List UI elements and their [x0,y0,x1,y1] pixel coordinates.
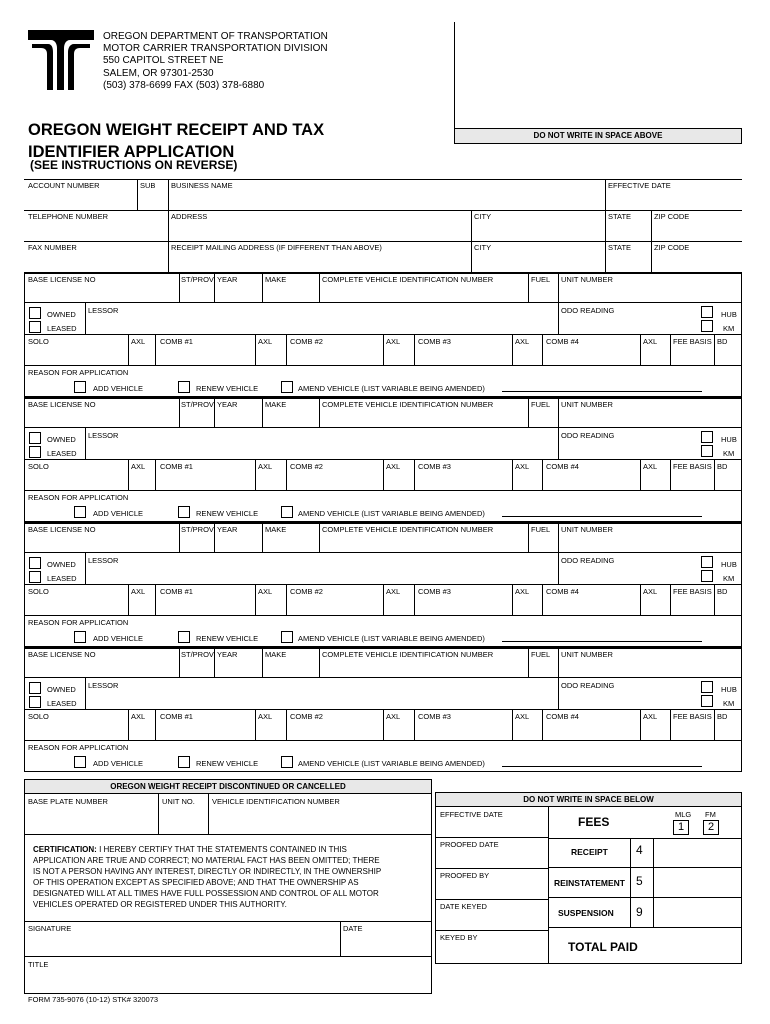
km-checkbox[interactable] [701,695,713,707]
address-field[interactable]: ADDRESS [171,212,208,221]
unit-number-field[interactable]: UNIT NUMBER [561,275,613,284]
km-label: KM [723,699,735,708]
mailing-city-field[interactable]: CITY [474,243,492,252]
certification-line: VEHICLES OPERATED OR REGISTERED UNDER THIS AUTHORITY. [33,900,287,909]
col-line [512,334,513,365]
comb3-field[interactable]: COMB #3 [418,712,451,721]
col-line [383,334,384,365]
axl-field[interactable]: AXL [515,712,530,721]
col-line [542,709,543,740]
col-line [179,522,180,552]
col-line [262,272,263,302]
amend-vehicle-checkbox[interactable] [281,631,293,643]
owned-checkbox[interactable] [29,682,41,694]
km-label: KM [723,449,735,458]
km-checkbox[interactable] [701,445,713,457]
col-line [558,647,559,677]
st-prov-field[interactable]: ST/PROV [181,525,214,534]
reason-label: REASON FOR APPLICATION [28,493,129,502]
amend-vehicle-label: AMEND VEHICLE (LIST VARIABLE BEING AMENDED) [298,759,485,768]
reason-label: REASON FOR APPLICATION [28,368,129,377]
col-line [85,677,86,709]
telephone-field[interactable]: TELEPHONE NUMBER [28,212,109,221]
signature-field[interactable]: SIGNATURE [28,924,72,933]
col-line [128,709,129,740]
col-line [214,647,215,677]
account-number-field[interactable]: ACCOUNT NUMBER [28,181,100,190]
col-line [542,584,543,615]
axl-field[interactable]: AXL [515,587,530,596]
axl-field[interactable]: AXL [643,587,658,596]
col-line [640,709,641,740]
col-line [640,584,641,615]
fax-field[interactable]: FAX NUMBER [28,243,77,252]
bd-field[interactable]: BD [717,462,728,471]
amend-vehicle-checkbox[interactable] [281,506,293,518]
col-line [558,677,559,709]
fuel-field[interactable]: FUEL [531,525,551,534]
col-line [670,709,671,740]
comb4-field[interactable]: COMB #4 [546,587,579,596]
leased-label: LEASED [47,449,77,458]
make-field[interactable]: MAKE [265,275,287,284]
leased-checkbox[interactable] [29,446,41,458]
col-line [640,334,641,365]
certification-line: IS NOT A PERSON HAVING ANY INTEREST, DIRECTLY OR INDIRECTLY, IN THE OWNERSHIP [33,867,382,876]
reason-label: REASON FOR APPLICATION [28,743,129,752]
sub-field[interactable]: SUB [140,181,156,190]
unit-number-field[interactable]: UNIT NUMBER [561,525,613,534]
base-license-field[interactable]: BASE LICENSE NO [28,525,96,534]
col-line [714,709,715,740]
hub-label: HUB [721,560,737,569]
top-office-divider [454,22,455,128]
amend-vehicle-label: AMEND VEHICLE (LIST VARIABLE BEING AMENDED) [298,509,485,518]
st-prov-field[interactable]: ST/PROV [181,650,214,659]
col-line [558,522,559,552]
vin-field[interactable]: COMPLETE VEHICLE IDENTIFICATION NUMBER [322,525,494,534]
comb2-field[interactable]: COMB #2 [290,462,323,471]
comb1-field[interactable]: COMB #1 [160,462,193,471]
col-line [319,522,320,552]
col-line [255,584,256,615]
col-line [179,397,180,427]
odo-reading-field[interactable]: ODO READING [561,431,615,440]
year-field[interactable]: YEAR [217,525,238,534]
form-title [28,119,324,163]
col-line [286,709,287,740]
col-line [85,552,86,584]
row-line [24,490,742,491]
col-line [286,459,287,490]
effective-date-field[interactable]: EFFECTIVE DATE [608,181,671,190]
lessor-field[interactable]: LESSOR [88,306,119,315]
make-field[interactable]: MAKE [265,400,287,409]
comb1-field[interactable]: COMB #1 [160,587,193,596]
st-prov-field[interactable]: ST/PROV [181,400,214,409]
amend-vehicle-checkbox[interactable] [281,756,293,768]
col-line [512,584,513,615]
st-prov-field[interactable]: ST/PROV [181,275,214,284]
receipt-code: 4 [636,843,643,857]
add-vehicle-label: ADD VEHICLE [93,634,144,643]
discontinued-heading: OREGON WEIGHT RECEIPT DISCONTINUED OR CANCELLED [110,782,346,791]
col-line [155,584,156,615]
mailing-zip-field[interactable]: ZIP CODE [654,243,690,252]
bd-field[interactable]: BD [717,337,728,346]
business-name-field[interactable]: BUSINESS NAME [171,181,233,190]
col-line [383,459,384,490]
amend-vehicle-label: AMEND VEHICLE (LIST VARIABLE BEING AMENDED) [298,634,485,643]
col-line [262,522,263,552]
owned-checkbox[interactable] [29,307,41,319]
col-line [558,427,559,459]
lessor-field[interactable]: LESSOR [88,681,119,690]
col-line [528,397,529,427]
leased-checkbox[interactable] [29,696,41,708]
reinstatement-code: 5 [636,874,643,888]
odot-logo-icon [26,28,96,92]
renew-vehicle-label: RENEW VEHICLE [196,634,259,643]
axl-field[interactable]: AXL [258,587,273,596]
fee-basis-field[interactable]: FEE BASIS [673,462,712,471]
comb4-field[interactable]: COMB #4 [546,337,579,346]
fee-basis-field[interactable]: FEE BASIS [673,337,712,346]
title-line-1: OREGON WEIGHT RECEIPT AND TAX [28,121,325,139]
fuel-field[interactable]: FUEL [531,400,551,409]
discontinued-vin-field[interactable]: VEHICLE IDENTIFICATION NUMBER [212,797,340,806]
col-line [155,334,156,365]
row-line [24,302,742,303]
office-effective-date: EFFECTIVE DATE [440,810,503,819]
col-line [558,302,559,334]
add-vehicle-checkbox[interactable] [74,506,86,518]
hub-label: HUB [721,310,737,319]
row-line [24,552,742,553]
comb4-field[interactable]: COMB #4 [546,712,579,721]
certification-text [33,844,381,910]
date-field[interactable]: DATE [343,924,363,933]
mailing-state-field[interactable]: STATE [608,243,632,252]
owned-label: OWNED [47,685,76,694]
fuel-field[interactable]: FUEL [531,275,551,284]
amend-vehicle-checkbox[interactable] [281,381,293,393]
office-use-top-label: DO NOT WRITE IN SPACE ABOVE [533,131,663,140]
axl-field[interactable]: AXL [131,712,146,721]
vin-field[interactable]: COMPLETE VEHICLE IDENTIFICATION NUMBER [322,650,494,659]
comb3-field[interactable]: COMB #3 [418,462,451,471]
col-line [255,334,256,365]
axl-field[interactable]: AXL [258,337,273,346]
add-vehicle-label: ADD VEHICLE [93,509,144,518]
axl-field[interactable]: AXL [643,462,658,471]
col-line [670,459,671,490]
form-subtitle: (SEE INSTRUCTIONS ON REVERSE) [30,158,238,172]
add-vehicle-label: ADD VEHICLE [93,759,144,768]
axl-field[interactable]: AXL [386,587,401,596]
col-line [286,584,287,615]
city-field[interactable]: CITY [474,212,492,221]
axl-field[interactable]: AXL [131,462,146,471]
year-field[interactable]: YEAR [217,650,238,659]
odot-logo [26,28,96,92]
renew-vehicle-checkbox[interactable] [178,506,190,518]
hub-label: HUB [721,435,737,444]
col-line [528,647,529,677]
col-line [714,334,715,365]
total-paid-label: TOTAL PAID [568,940,638,954]
row-line [24,615,742,616]
col-line [214,272,215,302]
axl-field[interactable]: AXL [386,712,401,721]
odo-reading-field[interactable]: ODO READING [561,556,615,565]
fees-label: FEES [578,815,610,829]
amend-variable-line[interactable] [502,766,702,767]
col-line [383,584,384,615]
axl-field[interactable]: AXL [386,337,401,346]
km-checkbox[interactable] [701,320,713,332]
year-field[interactable]: YEAR [217,275,238,284]
renew-vehicle-label: RENEW VEHICLE [196,759,259,768]
mailing-address-field[interactable]: RECEIPT MAILING ADDRESS (IF DIFFERENT THAN ABOVE) [171,243,382,252]
km-label: KM [723,324,735,333]
col-line [179,272,180,302]
col-line [542,334,543,365]
col-line [542,459,543,490]
axl-field[interactable]: AXL [258,462,273,471]
unit-number-field[interactable]: UNIT NUMBER [561,400,613,409]
col-line [512,709,513,740]
title-line-2: IDENTIFIER APPLICATION [28,143,235,161]
col-line [414,459,415,490]
col-line [319,272,320,302]
row-line [24,365,742,366]
renew-vehicle-checkbox[interactable] [178,381,190,393]
base-plate-field[interactable]: BASE PLATE NUMBER [28,797,108,806]
col-line [558,552,559,584]
comb3-field[interactable]: COMB #3 [418,337,451,346]
agency-address [103,31,328,92]
add-vehicle-label: ADD VEHICLE [93,384,144,393]
year-field[interactable]: YEAR [217,400,238,409]
renew-vehicle-checkbox[interactable] [178,631,190,643]
col-line [558,397,559,427]
comb1-field[interactable]: COMB #1 [160,712,193,721]
reinstatement-label: REINSTATEMENT [554,878,625,888]
comb2-field[interactable]: COMB #2 [290,587,323,596]
leased-checkbox[interactable] [29,321,41,333]
col-line [383,709,384,740]
col-line [214,522,215,552]
suspension-label: SUSPENSION [558,908,614,918]
owned-label: OWNED [47,435,76,444]
certification-line: APPLICATION ARE TRUE AND CORRECT; NO MATERIAL FACT HAS BEEN OMITTED; THERE [33,856,380,865]
certification-line: OF THIS OPERATION EXCEPT AS SPECIFIED ABOVE; AND THAT THE OWNERSHIP AS [33,878,359,887]
col-line [262,397,263,427]
certification-line: DESIGNATED WILL AT ALL TIMES HAVE FULL POSSESSION AND CONTROL OF ALL MOTOR [33,889,379,898]
make-field[interactable]: MAKE [265,525,287,534]
km-label: KM [723,574,735,583]
comb3-field[interactable]: COMB #3 [418,587,451,596]
col-line [319,397,320,427]
odo-reading-field[interactable]: ODO READING [561,306,615,315]
solo-field[interactable]: SOLO [28,712,49,721]
row-line [24,427,742,428]
office-proofed-by: PROOFED BY [440,871,490,880]
axl-field[interactable]: AXL [643,712,658,721]
hub-label: HUB [721,685,737,694]
bd-field[interactable]: BD [717,587,728,596]
col-line [528,272,529,302]
unit-no-field[interactable]: UNIT NO. [162,797,195,806]
amend-vehicle-label: AMEND VEHICLE (LIST VARIABLE BEING AMENDED) [298,384,485,393]
fuel-field[interactable]: FUEL [531,650,551,659]
col-line [414,709,415,740]
amend-variable-line[interactable] [502,641,702,642]
state-field[interactable]: STATE [608,212,632,221]
col-line [714,584,715,615]
add-vehicle-checkbox[interactable] [74,631,86,643]
receipt-label: RECEIPT [571,847,608,857]
solo-field[interactable]: SOLO [28,462,49,471]
axl-field[interactable]: AXL [515,462,530,471]
agency-line: SALEM, OR 97301-2530 [103,67,214,79]
office-use-heading: DO NOT WRITE IN SPACE BELOW [523,795,654,804]
row-line [24,677,742,678]
col-line [155,459,156,490]
solo-field[interactable]: SOLO [28,337,49,346]
agency-line: OREGON DEPARTMENT OF TRANSPORTATION [103,31,328,42]
leased-label: LEASED [47,574,77,583]
office-date-keyed: DATE KEYED [440,902,487,911]
fee-basis-field[interactable]: FEE BASIS [673,712,712,721]
owned-label: OWNED [47,310,76,319]
agency-line: MOTOR CARRIER TRANSPORTATION DIVISION [103,43,328,55]
fee-basis-field[interactable]: FEE BASIS [673,587,712,596]
solo-field[interactable]: SOLO [28,587,49,596]
col-line [85,427,86,459]
office-proofed-date: PROOFED DATE [440,840,499,849]
col-line [670,584,671,615]
leased-checkbox[interactable] [29,571,41,583]
axl-field[interactable]: AXL [258,712,273,721]
col-line [85,302,86,334]
comb4-field[interactable]: COMB #4 [546,462,579,471]
hub-checkbox[interactable] [701,306,713,318]
col-line [214,397,215,427]
col-line [128,584,129,615]
agency-line: (503) 378-6699 FAX (503) 378-6880 [103,79,265,91]
col-line [512,459,513,490]
renew-vehicle-label: RENEW VEHICLE [196,509,259,518]
agency-line: 550 CAPITOL STREET NE [103,55,224,67]
mlg-code-box: 1 [673,820,689,835]
fm-code-box: 2 [703,820,719,835]
comb1-field[interactable]: COMB #1 [160,337,193,346]
base-license-field[interactable]: BASE LICENSE NO [28,400,96,409]
base-license-field[interactable]: BASE LICENSE NO [28,650,96,659]
make-field[interactable]: MAKE [265,650,287,659]
unit-number-field[interactable]: UNIT NUMBER [561,650,613,659]
row-line [24,740,742,741]
col-line [414,584,415,615]
col-line [319,647,320,677]
mlg-label: MLG [675,810,692,819]
axl-field[interactable]: AXL [131,337,146,346]
col-line [414,334,415,365]
lessor-field[interactable]: LESSOR [88,431,119,440]
hub-checkbox[interactable] [701,681,713,693]
renew-vehicle-label: RENEW VEHICLE [196,384,259,393]
fm-label: FM [705,810,716,819]
amend-variable-line[interactable] [502,516,702,517]
col-line [558,272,559,302]
comb2-field[interactable]: COMB #2 [290,337,323,346]
col-line [255,709,256,740]
axl-field[interactable]: AXL [386,462,401,471]
axl-field[interactable]: AXL [515,337,530,346]
add-vehicle-checkbox[interactable] [74,756,86,768]
vin-field[interactable]: COMPLETE VEHICLE IDENTIFICATION NUMBER [322,275,494,284]
col-line [528,522,529,552]
leased-label: LEASED [47,699,77,708]
hub-checkbox[interactable] [701,431,713,443]
owned-label: OWNED [47,560,76,569]
bd-field[interactable]: BD [717,712,728,721]
leased-label: LEASED [47,324,77,333]
col-line [155,709,156,740]
col-line [262,647,263,677]
add-vehicle-checkbox[interactable] [74,381,86,393]
col-line [179,647,180,677]
lessor-field[interactable]: LESSOR [88,556,119,565]
office-keyed-by: KEYED BY [440,933,478,942]
col-line [128,459,129,490]
amend-variable-line[interactable] [502,391,702,392]
certification-line: CERTIFICATION: I HEREBY CERTIFY THAT THE STATEMENTS CONTAINED IN THIS [33,845,347,854]
renew-vehicle-checkbox[interactable] [178,756,190,768]
title-field[interactable]: TITLE [28,960,49,969]
hub-checkbox[interactable] [701,556,713,568]
axl-field[interactable]: AXL [643,337,658,346]
vin-field[interactable]: COMPLETE VEHICLE IDENTIFICATION NUMBER [322,400,494,409]
zip-field[interactable]: ZIP CODE [654,212,690,221]
odo-reading-field[interactable]: ODO READING [561,681,615,690]
col-line [286,334,287,365]
comb2-field[interactable]: COMB #2 [290,712,323,721]
reason-label: REASON FOR APPLICATION [28,618,129,627]
col-line [670,334,671,365]
owned-checkbox[interactable] [29,432,41,444]
col-line [128,334,129,365]
certification-lead: CERTIFICATION: [33,845,97,854]
owned-checkbox[interactable] [29,557,41,569]
km-checkbox[interactable] [701,570,713,582]
base-license-field[interactable]: BASE LICENSE NO [28,275,96,284]
suspension-code: 9 [636,905,643,919]
col-line [714,459,715,490]
axl-field[interactable]: AXL [131,587,146,596]
col-line [640,459,641,490]
form-number: FORM 735-9076 (10-12) STK# 320073 [28,995,159,1004]
col-line [255,459,256,490]
